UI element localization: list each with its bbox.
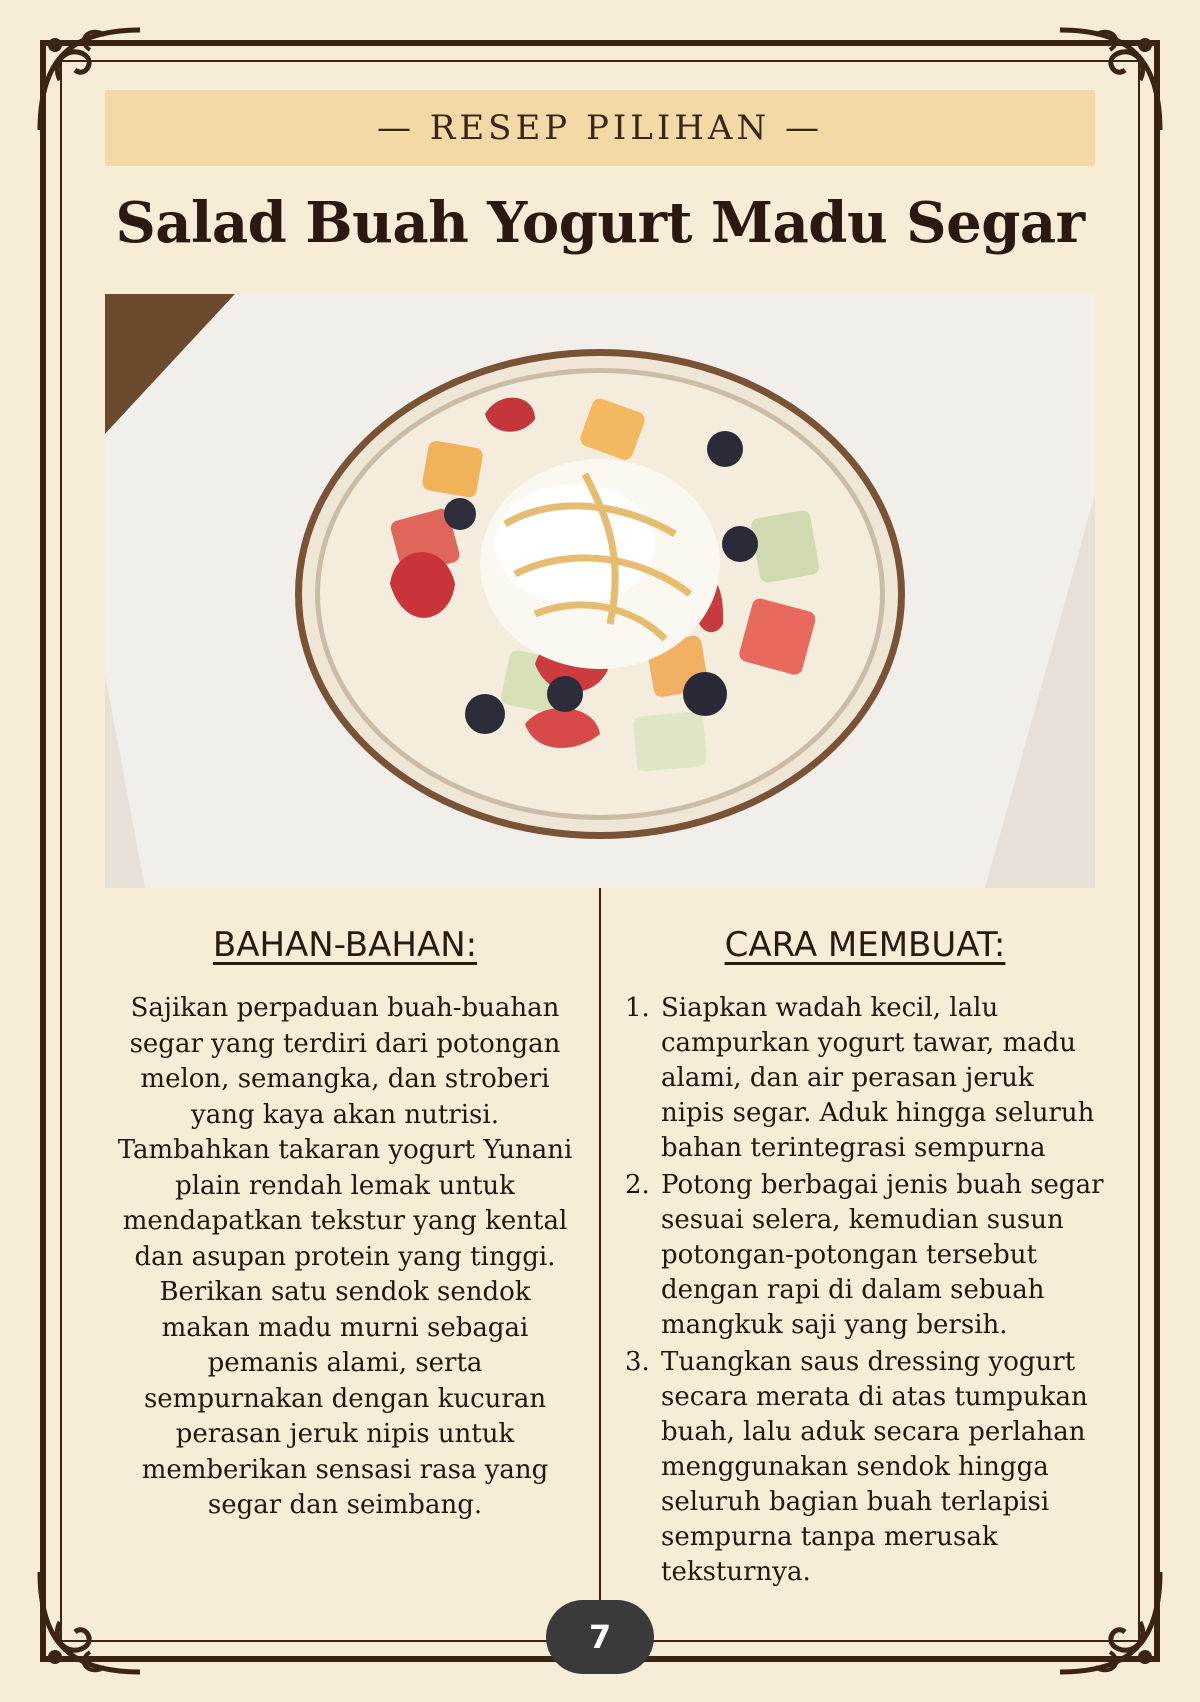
banner-label: — RESEP PILIHAN — [376,108,824,148]
step-text: Tuangkan saus dressing yogurt secara merata di atas tumpukan buah, lalu aduk secara perlahan menggunakan sendok hingga seluruh bagian buah terlapisi sempurna tanpa merusak teksturnya. [661,1347,1088,1587]
ingredients-heading: BAHAN-BAHAN: [212,925,478,965]
step-number: 2. [625,1170,650,1200]
method-heading: CARA MEMBUAT: [724,925,1006,965]
page-number-badge [546,1600,654,1674]
step-number: 1. [625,993,650,1023]
method-step [625,1345,1105,1590]
step-text: Siapkan wadah kecil, lalu campurkan yogurt tawar, madu alami, dan air perasan jeruk nipis segar. Aduk hingga seluruh bahan terintegrasi sempurna [661,993,1095,1163]
step-text: Potong berbagai jenis buah segar sesuai selera, kemudian susun potongan-potongan tersebut dengan rapi di dalam sebuah mangkuk saji yang bersih. [661,1170,1104,1340]
recipe-banner [105,90,1095,166]
step-number: 3. [625,1347,650,1377]
method-steps [625,991,1105,1590]
fruit-salad-photo [105,294,1095,888]
ingredients-section [115,925,575,1524]
column-divider [599,888,601,1616]
ingredients-text: Sajikan perpaduan buah-buahan segar yang terdiri dari potongan melon, semangka, dan stroberi yang kaya akan nutrisi. Tambahkan takaran yogurt Yunani plain rendah lemak untuk mendapatkan tekstur yang kental dan asupan protein yang tinggi. Berikan satu sendok sendok makan madu murni sebagai pemanis alami, serta sempurnakan dengan kucuran perasan jeruk nipis untuk memberikan sensasi rasa yang segar dan seimbang. [117,993,573,1520]
flourish-corner-icon [30,1562,150,1682]
page-number: 7 [588,1618,612,1656]
method-step [625,991,1105,1166]
recipe-title: Salad Buah Yogurt Madu Segar [115,190,1085,256]
method-section [625,925,1105,1592]
method-step [625,1168,1105,1343]
